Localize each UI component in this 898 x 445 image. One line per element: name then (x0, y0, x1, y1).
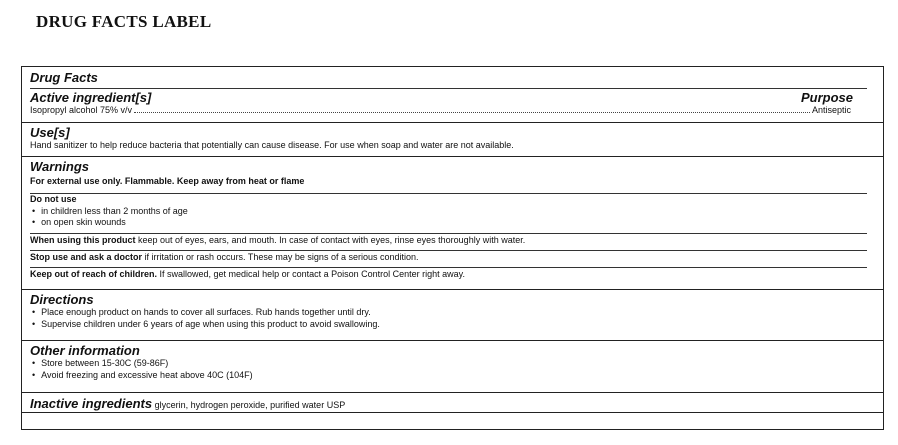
when-using-text: keep out of eyes, ears, and mouth. In case of contact with eyes, rinse eyes thoroughly with water. (135, 235, 526, 245)
stop-use-label: Stop use and ask a doctor (30, 252, 143, 262)
active-ingredient-heading: Active ingredient[s] (30, 90, 152, 105)
when-using-label: When using this product (30, 235, 136, 245)
warnings-heading: Warnings (30, 159, 89, 174)
do-not-use-item: • in children less than 2 months of age (30, 206, 875, 218)
purpose-heading: Purpose (800, 90, 853, 105)
inactive-ingredients-text: glycerin, hydrogen peroxide, purified water USP (152, 400, 346, 410)
other-info-item: • Avoid freezing and excessive heat above 40C (104F) (30, 370, 875, 382)
other-info-section (22, 343, 883, 381)
keep-out-text: If swallowed, get medical help or contact a Poison Control Center right away. (157, 269, 466, 279)
when-using-section (22, 235, 883, 247)
page-heading: DRUG FACTS LABEL (36, 12, 212, 31)
do-not-use-item: • on open skin wounds (30, 217, 875, 229)
uses-heading: Use[s] (30, 125, 70, 140)
uses-text: Hand sanitizer to help reduce bacteria that potentially can cause disease. For use when soap and water are not available. (30, 140, 514, 150)
active-ingredient-value: Isopropyl alcohol 75% v/v (30, 105, 133, 115)
directions-section (22, 292, 883, 330)
keep-out-section (22, 269, 883, 281)
drug-facts-header (22, 70, 883, 85)
drug-facts-title: Drug Facts (30, 70, 98, 85)
directions-item: • Place enough product on hands to cover all surfaces. Rub hands together until dry. (30, 307, 875, 319)
active-ingredient-section (22, 90, 883, 117)
external-use-warning: For external use only. Flammable. Keep away from heat or flame (30, 176, 305, 186)
other-info-item: • Store between 15-30C (59-86F) (30, 358, 875, 370)
stop-use-text: if irritation or rash occurs. These may be signs of a serious condition. (142, 252, 419, 262)
inactive-ingredients-section (22, 395, 883, 413)
inactive-ingredients-heading: Inactive ingredients (30, 396, 153, 411)
do-not-use-section (22, 194, 883, 229)
stop-use-section (22, 252, 883, 264)
keep-out-label: Keep out of reach of children. (30, 269, 158, 279)
other-info-heading: Other information (30, 343, 140, 358)
purpose-value: Antiseptic (811, 105, 851, 115)
drug-facts-panel (21, 66, 884, 430)
do-not-use-heading: Do not use (30, 194, 77, 204)
directions-heading: Directions (30, 292, 94, 307)
uses-section (22, 125, 883, 152)
directions-item: • Supervise children under 6 years of age when using this product to avoid swallowing. (30, 319, 875, 331)
warnings-section (22, 159, 883, 188)
leader-dots (134, 112, 810, 113)
